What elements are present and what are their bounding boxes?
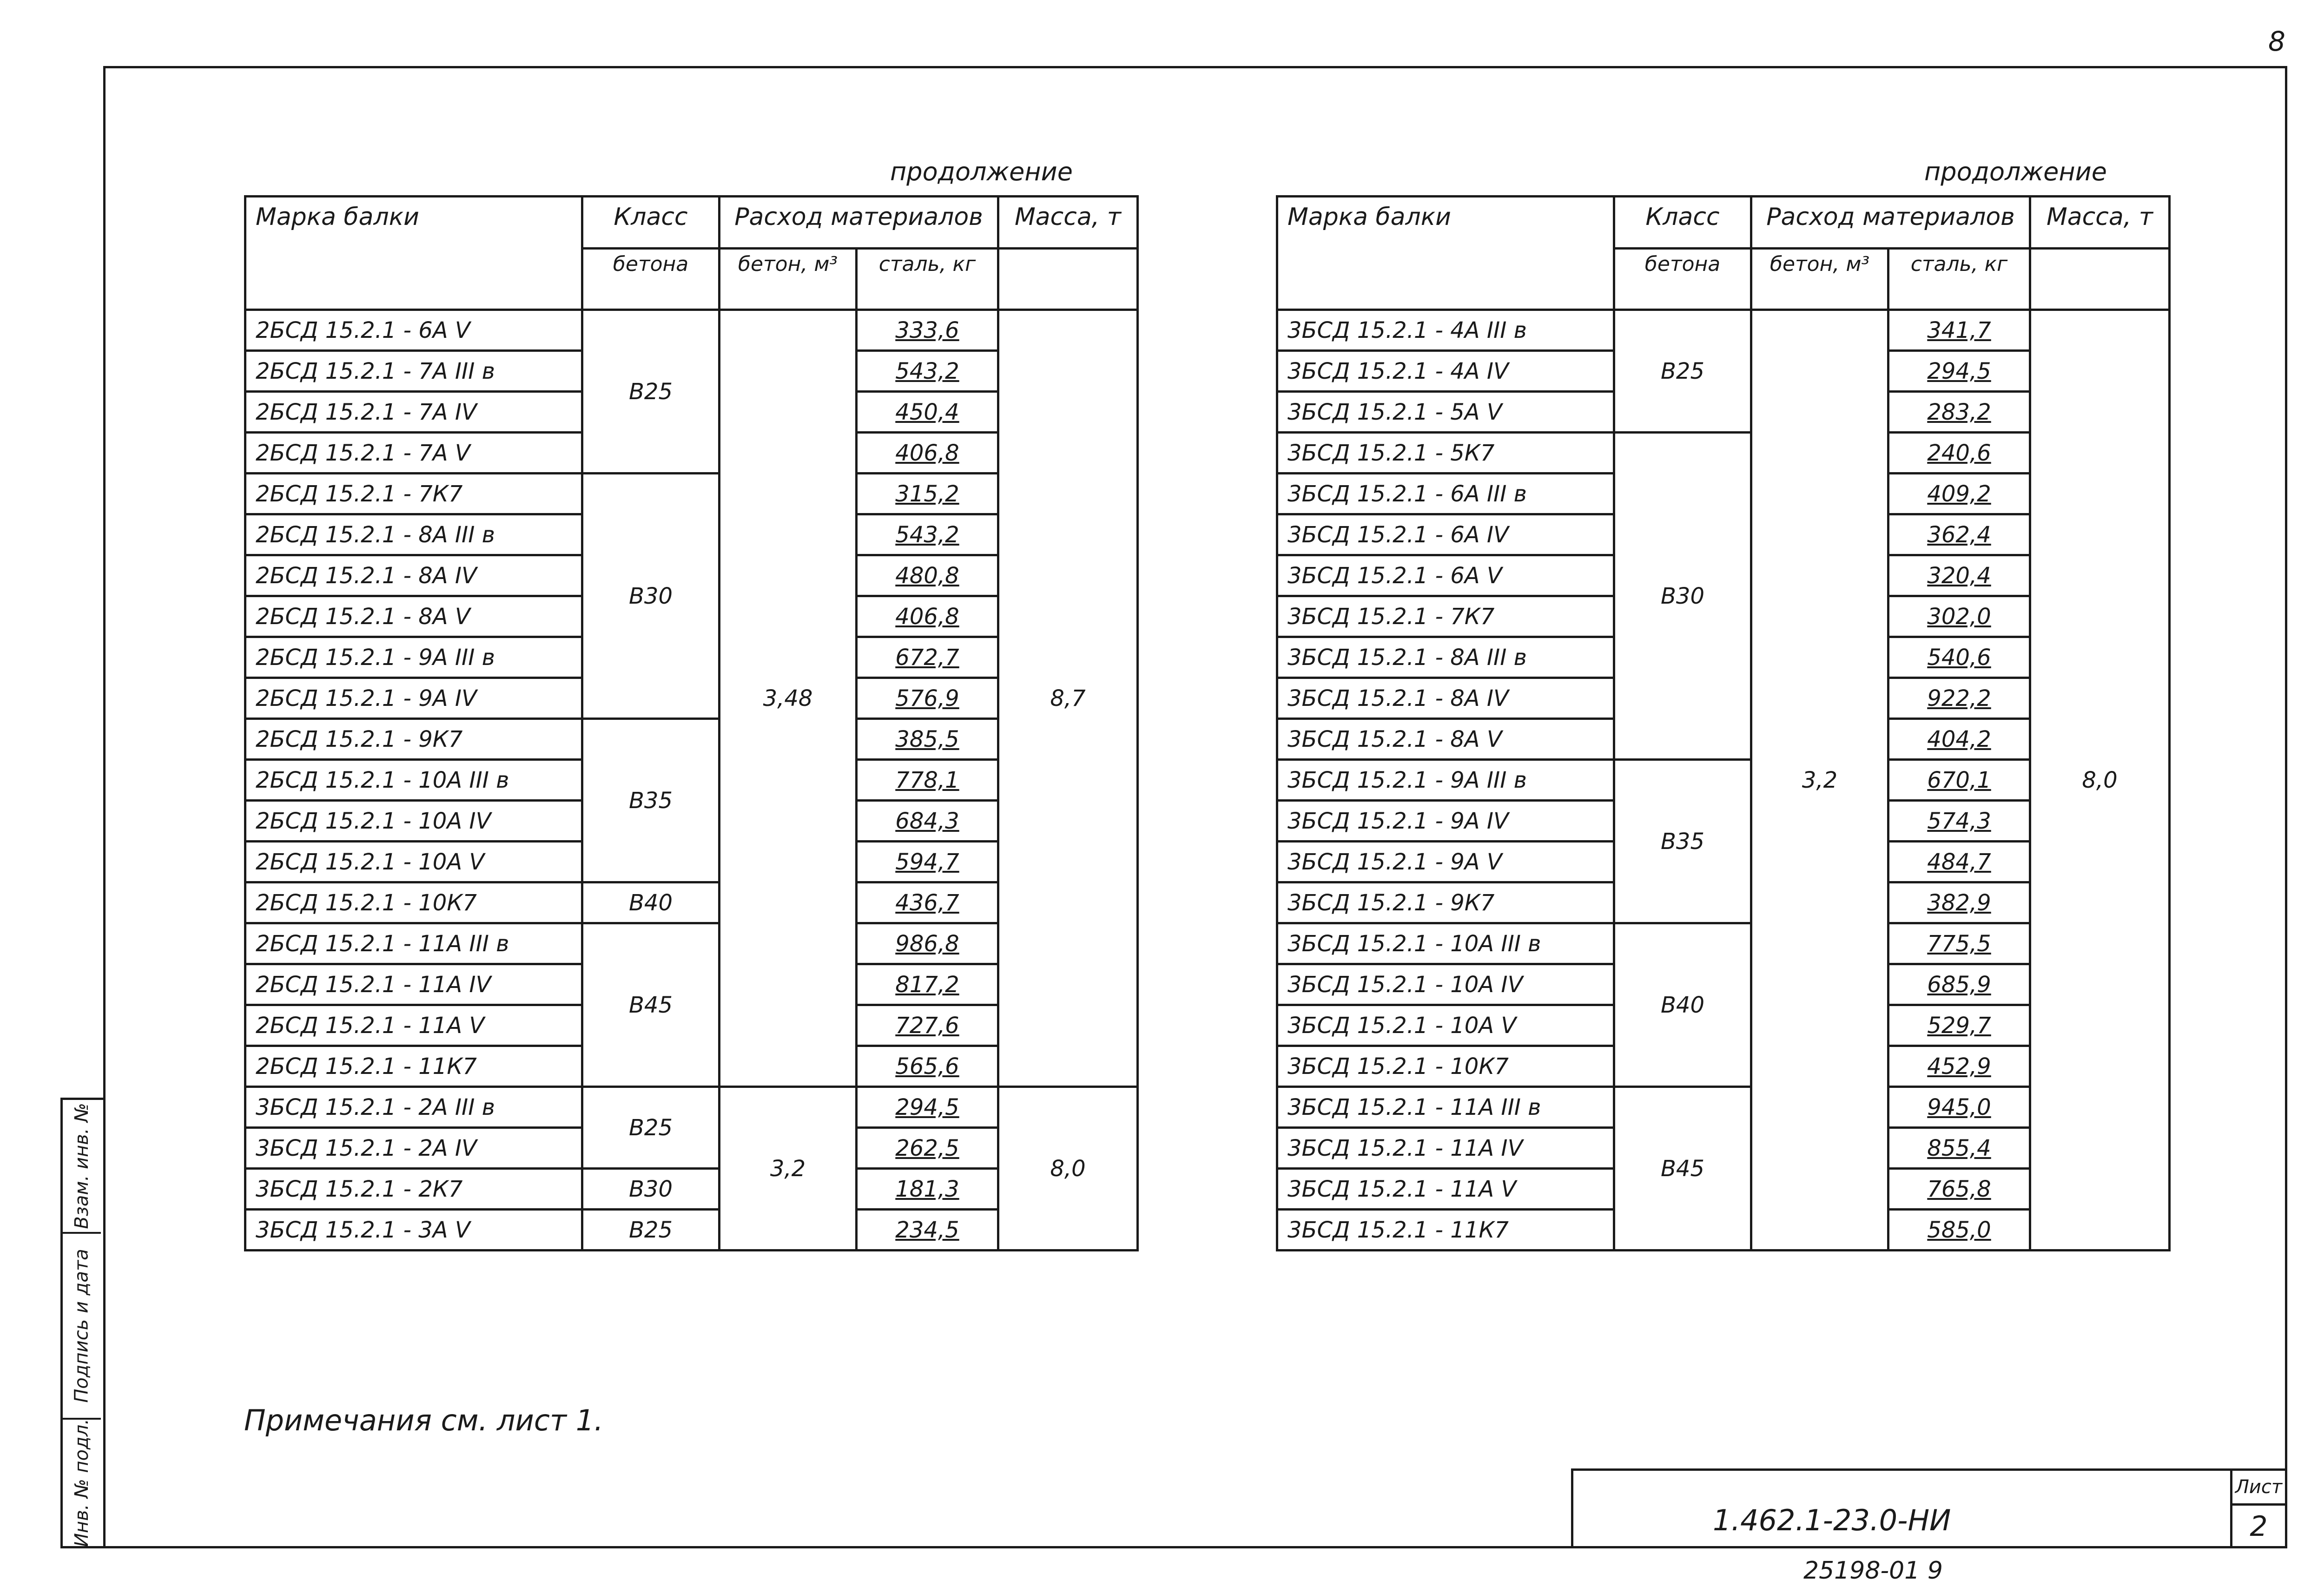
left-header-steel: сталь, кг	[857, 249, 998, 310]
right-row-steel: 945,0	[1888, 1087, 2030, 1128]
left-mass-group: 8,0	[998, 1087, 1138, 1251]
left-row-steel: 450,4	[857, 392, 998, 433]
right-header-class-2: бетона	[1614, 249, 1751, 310]
right-row-mark: 3БСД 15.2.1 - 6А III в	[1277, 474, 1614, 514]
right-row-mark: 3БСД 15.2.1 - 9А III в	[1277, 760, 1614, 801]
side-label-replacement: Взам. инв. №	[71, 1103, 92, 1229]
left-class-group: В25	[582, 310, 720, 474]
right-row-steel: 404,2	[1888, 719, 2030, 760]
side-label-signature: Подпись и дата	[71, 1249, 93, 1403]
side-cell-inventory	[63, 1420, 101, 1546]
left-row-steel: 406,8	[857, 433, 998, 474]
right-row-steel: 670,1	[1888, 760, 2030, 801]
right-row-mark: 3БСД 15.2.1 - 7К7	[1277, 596, 1614, 637]
left-row-steel: 672,7	[857, 637, 998, 678]
right-row-mark: 3БСД 15.2.1 - 11А IV	[1277, 1128, 1614, 1169]
right-class-group: В40	[1614, 923, 1751, 1087]
left-row-steel: 543,2	[857, 351, 998, 392]
right-row-steel: 765,8	[1888, 1169, 2030, 1210]
left-row-mark: 2БСД 15.2.1 - 11А III в	[245, 923, 582, 964]
right-row-mark: 3БСД 15.2.1 - 6А IV	[1277, 514, 1614, 555]
right-row-steel: 341,7	[1888, 310, 2030, 351]
right-spec-table	[1276, 195, 2171, 1251]
right-row-steel: 452,9	[1888, 1046, 2030, 1087]
right-row-steel: 283,2	[1888, 392, 2030, 433]
right-class-group: В30	[1614, 433, 1751, 760]
left-row-steel: 817,2	[857, 964, 998, 1005]
right-class-group: В25	[1614, 310, 1751, 433]
right-header-materials: Расход материалов	[1751, 197, 2030, 249]
right-class-group: В35	[1614, 760, 1751, 923]
right-row-mark: 3БСД 15.2.1 - 11А V	[1277, 1169, 1614, 1210]
right-row-mark: 3БСД 15.2.1 - 9А V	[1277, 842, 1614, 882]
sheet-label: Лист	[2232, 1471, 2285, 1506]
left-row-steel: 385,5	[857, 719, 998, 760]
page-number: 8	[2268, 26, 2285, 57]
left-class-group: В30	[582, 474, 720, 719]
left-continuation-label: продолжение	[890, 157, 1073, 186]
left-header-mass: Масса, т	[998, 197, 1138, 249]
right-header-steel: сталь, кг	[1888, 249, 2030, 310]
left-row-mark: 3БСД 15.2.1 - 3А V	[245, 1210, 582, 1251]
right-row-steel: 382,9	[1888, 882, 2030, 923]
right-row-steel: 855,4	[1888, 1128, 2030, 1169]
right-header-mass-unit	[2030, 249, 2170, 310]
left-row-mark: 2БСД 15.2.1 - 11А IV	[245, 964, 582, 1005]
left-row-steel: 778,1	[857, 760, 998, 801]
right-row-steel: 574,3	[1888, 801, 2030, 842]
left-row-mark: 2БСД 15.2.1 - 7А IV	[245, 392, 582, 433]
right-row-steel: 320,4	[1888, 555, 2030, 596]
left-row-steel: 333,6	[857, 310, 998, 351]
right-row-mark: 3БСД 15.2.1 - 10А IV	[1277, 964, 1614, 1005]
left-row-mark: 2БСД 15.2.1 - 10А III в	[245, 760, 582, 801]
notes-reference: Примечания см. лист 1.	[244, 1403, 603, 1437]
left-row-steel: 234,5	[857, 1210, 998, 1251]
left-row-mark: 2БСД 15.2.1 - 8А V	[245, 596, 582, 637]
right-row-mark: 3БСД 15.2.1 - 8А IV	[1277, 678, 1614, 719]
left-row-mark: 3БСД 15.2.1 - 2А IV	[245, 1128, 582, 1169]
left-row-steel: 315,2	[857, 474, 998, 514]
left-row-mark: 2БСД 15.2.1 - 8А III в	[245, 514, 582, 555]
left-row-mark: 2БСД 15.2.1 - 7А III в	[245, 351, 582, 392]
right-class-group: В45	[1614, 1087, 1751, 1251]
sheet-box	[2230, 1471, 2287, 1548]
right-header-mark: Марка балки	[1277, 197, 1614, 310]
left-header-mass-unit	[998, 249, 1138, 310]
right-row-mark: 3БСД 15.2.1 - 10А V	[1277, 1005, 1614, 1046]
left-row-mark: 2БСД 15.2.1 - 9К7	[245, 719, 582, 760]
left-row-steel: 436,7	[857, 882, 998, 923]
right-concrete-group: 3,2	[1751, 310, 1888, 1251]
right-row-steel: 302,0	[1888, 596, 2030, 637]
right-row-mark: 3БСД 15.2.1 - 5А V	[1277, 392, 1614, 433]
right-header-class-1: Класс	[1614, 197, 1751, 249]
right-row-steel: 529,7	[1888, 1005, 2030, 1046]
left-row-mark: 2БСД 15.2.1 - 6А V	[245, 310, 582, 351]
left-header-mark: Марка балки	[245, 197, 582, 310]
left-class-group: В35	[582, 719, 720, 882]
right-row-mark: 3БСД 15.2.1 - 6А V	[1277, 555, 1614, 596]
left-class-group: В40	[582, 882, 720, 923]
left-class-group: В25	[582, 1087, 720, 1169]
right-row-mark: 3БСД 15.2.1 - 11А III в	[1277, 1087, 1614, 1128]
left-row-mark: 2БСД 15.2.1 - 8А IV	[245, 555, 582, 596]
left-row-mark: 2БСД 15.2.1 - 9А IV	[245, 678, 582, 719]
right-row-steel: 685,9	[1888, 964, 2030, 1005]
left-class-group: В30	[582, 1169, 720, 1210]
left-header-materials: Расход материалов	[720, 197, 998, 249]
right-row-steel: 362,4	[1888, 514, 2030, 555]
left-row-steel: 576,9	[857, 678, 998, 719]
right-row-mark: 3БСД 15.2.1 - 8А III в	[1277, 637, 1614, 678]
left-class-group: В25	[582, 1210, 720, 1251]
right-row-steel: 409,2	[1888, 474, 2030, 514]
right-continuation-label: продолжение	[1924, 157, 2107, 186]
right-row-mark: 3БСД 15.2.1 - 9А IV	[1277, 801, 1614, 842]
right-row-mark: 3БСД 15.2.1 - 11К7	[1277, 1210, 1614, 1251]
left-row-steel: 986,8	[857, 923, 998, 964]
left-row-mark: 2БСД 15.2.1 - 7А V	[245, 433, 582, 474]
side-cell-replacement	[63, 1100, 101, 1234]
left-row-steel: 565,6	[857, 1046, 998, 1087]
left-concrete-group: 3,48	[720, 310, 857, 1087]
archive-code: 25198-01 9	[1803, 1557, 1943, 1585]
right-mass-group: 8,0	[2030, 310, 2170, 1251]
sheet-number: 2	[2250, 1510, 2268, 1543]
left-row-mark: 2БСД 15.2.1 - 10А V	[245, 842, 582, 882]
right-row-steel: 775,5	[1888, 923, 2030, 964]
left-row-mark: 2БСД 15.2.1 - 7К7	[245, 474, 582, 514]
side-stamp	[60, 1098, 103, 1548]
right-row-steel: 585,0	[1888, 1210, 2030, 1251]
left-header-concrete: бетон, м³	[720, 249, 857, 310]
left-row-steel: 727,6	[857, 1005, 998, 1046]
left-concrete-group: 3,2	[720, 1087, 857, 1251]
left-row-steel: 294,5	[857, 1087, 998, 1128]
right-row-steel: 484,7	[1888, 842, 2030, 882]
left-class-group: В45	[582, 923, 720, 1087]
side-cell-signature	[63, 1234, 101, 1420]
left-row-steel: 684,3	[857, 801, 998, 842]
right-row-steel: 922,2	[1888, 678, 2030, 719]
left-row-steel: 262,5	[857, 1128, 998, 1169]
left-row-steel: 480,8	[857, 555, 998, 596]
left-row-mark: 2БСД 15.2.1 - 10А IV	[245, 801, 582, 842]
right-row-mark: 3БСД 15.2.1 - 5К7	[1277, 433, 1614, 474]
left-row-steel: 181,3	[857, 1169, 998, 1210]
left-row-mark: 2БСД 15.2.1 - 11К7	[245, 1046, 582, 1087]
left-row-mark: 2БСД 15.2.1 - 9А III в	[245, 637, 582, 678]
right-row-mark: 3БСД 15.2.1 - 10А III в	[1277, 923, 1614, 964]
left-row-steel: 406,8	[857, 596, 998, 637]
right-header-mass: Масса, т	[2030, 197, 2170, 249]
right-row-mark: 3БСД 15.2.1 - 9К7	[1277, 882, 1614, 923]
left-row-steel: 594,7	[857, 842, 998, 882]
right-row-steel: 294,5	[1888, 351, 2030, 392]
right-row-mark: 3БСД 15.2.1 - 10К7	[1277, 1046, 1614, 1087]
right-row-steel: 240,6	[1888, 433, 2030, 474]
document-code: 1.462.1-23.0-НИ	[1713, 1503, 1951, 1537]
right-row-steel: 540,6	[1888, 637, 2030, 678]
right-row-mark: 3БСД 15.2.1 - 4А III в	[1277, 310, 1614, 351]
left-row-mark: 2БСД 15.2.1 - 10К7	[245, 882, 582, 923]
right-row-mark: 3БСД 15.2.1 - 8А V	[1277, 719, 1614, 760]
side-label-inventory: Инв. № подл.	[71, 1419, 92, 1547]
right-row-mark: 3БСД 15.2.1 - 4А IV	[1277, 351, 1614, 392]
left-spec-table	[244, 195, 1139, 1251]
left-row-mark: 3БСД 15.2.1 - 2А III в	[245, 1087, 582, 1128]
left-row-steel: 543,2	[857, 514, 998, 555]
left-header-class-2: бетона	[582, 249, 720, 310]
left-mass-group: 8,7	[998, 310, 1138, 1087]
right-header-concrete: бетон, м³	[1751, 249, 1888, 310]
left-row-mark: 2БСД 15.2.1 - 11А V	[245, 1005, 582, 1046]
title-block	[1571, 1468, 2287, 1548]
left-header-class-1: Класс	[582, 197, 720, 249]
left-row-mark: 3БСД 15.2.1 - 2К7	[245, 1169, 582, 1210]
